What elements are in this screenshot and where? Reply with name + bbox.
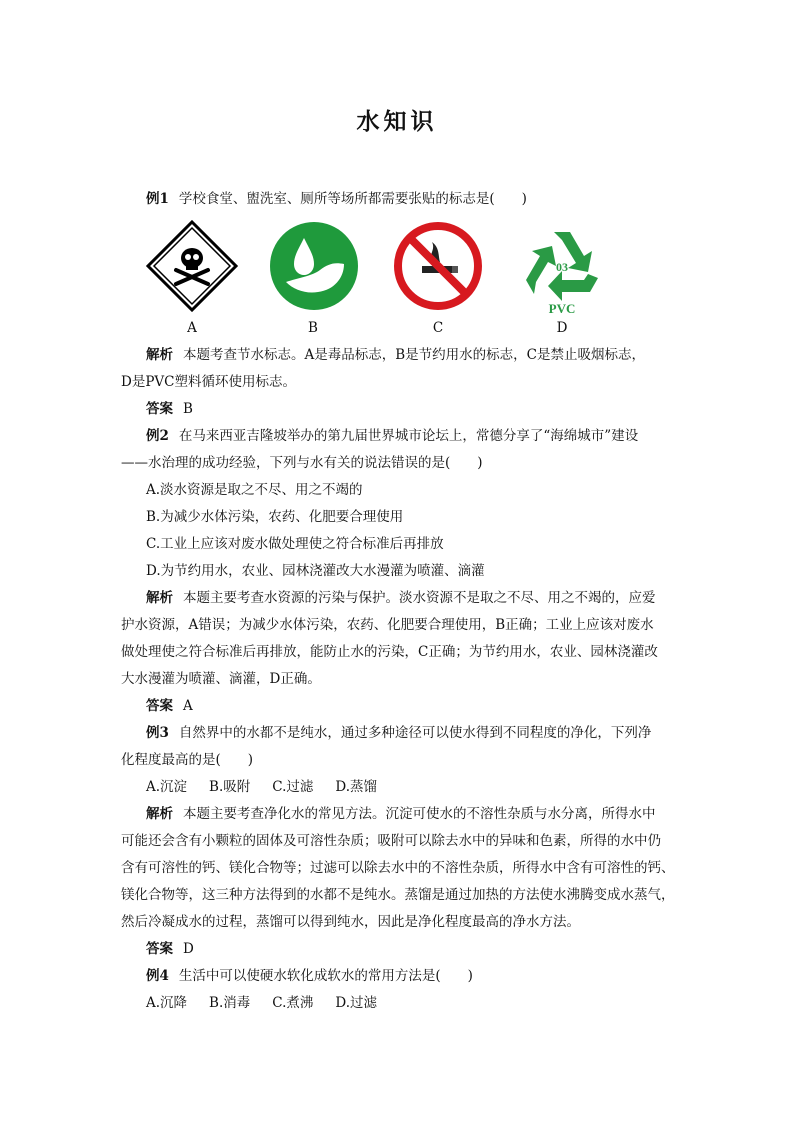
example2-option-c: C.工业上应该对废水做处理使之符合标准后再排放 (146, 536, 444, 552)
sign-a (146, 220, 238, 336)
example3-answer (146, 940, 681, 958)
example2-analysis-label: 解析 (146, 590, 173, 606)
example3-option-a: A.沉淀 (146, 779, 188, 795)
example2-analysis-line4: 大水漫灌为喷灌、滴灌，D正确。 (121, 671, 321, 687)
example2-question-line1 (146, 427, 681, 445)
example2-label: 例2 (146, 428, 169, 444)
sign-c-letter: C (432, 320, 444, 336)
example3-analysis-line3: 含有可溶性的钙、镁化合物等；过滤可以除去水中的不溶性杂质，所得水中含有可溶性的钙、 (121, 860, 675, 876)
example2-option-b: B.为减少水体污染，农药、化肥要合理使用 (146, 509, 404, 525)
example3-analysis-line1 (146, 805, 681, 823)
example3-analysis-line2: 可能还会含有小颗粒的固体及可溶性杂质；吸附可以除去水中的异味和色素，所得的水中仍 (121, 833, 661, 849)
water-saving-icon (268, 220, 360, 312)
example1-question (146, 190, 681, 208)
example2-analysis-line3: 做处理使之符合标准后再排放，能防止水的污染，C正确；为节约用水，农业、园林浇灌改 (121, 644, 658, 660)
example3-question-text1: 自然界中的水都不是纯水，通过多种途径可以使水得到不同程度的净化，下列净 (178, 725, 652, 741)
sign-a-letter: A (187, 320, 197, 336)
no-smoking-icon (392, 220, 484, 312)
example2-question-text1: 在马来西亚吉隆坡举办的第九届世界城市论坛上，常德分享了“海绵城市”建设 (178, 428, 639, 444)
example2-analysis-text1: 本题主要考查水资源的污染与保护。淡水资源不是取之不尽、用之不竭的，应爱 (183, 590, 656, 606)
example3-question-line2: 化程度最高的是( ) (121, 752, 254, 768)
example2-option-d: D.为节约用水，农业、园林浇灌改大水漫灌为喷灌、滴灌 (146, 563, 485, 579)
example1-answer (146, 400, 681, 418)
recycle-number: 03 (556, 260, 568, 274)
example1-analysis-label: 解析 (146, 347, 173, 363)
example1-answer-label: 答案 (146, 401, 173, 417)
example1-analysis-text1: 本题考查节水标志。A是毒品标志，B是节约用水的标志，C是禁止吸烟标志， (183, 347, 645, 363)
example3-option-c: C.过滤 (272, 779, 314, 795)
page-title: 水知识 (356, 108, 438, 135)
example3-analysis-line4: 镁化合物等，这三种方法得到的水都不是纯水。蒸馏是通过加热的方法使水沸腾变成水蒸气， (121, 887, 675, 903)
pvc-recycle-icon (514, 220, 610, 316)
sign-d (514, 220, 610, 336)
example4-option-a: A.沉降 (146, 995, 188, 1011)
example2-analysis-line1 (146, 589, 681, 607)
example4-option-d: D.过滤 (335, 995, 378, 1011)
example3-answer-label: 答案 (146, 941, 173, 957)
example3-answer-value: D (183, 941, 194, 957)
example4-question-text: 生活中可以使硬水软化成软水的常用方法是( ) (178, 968, 473, 984)
recycle-text: PVC (548, 301, 576, 316)
example3-option-d: D.蒸馏 (335, 779, 378, 795)
example1-analysis-line1 (146, 346, 681, 364)
example4-question (146, 967, 681, 985)
example1-signs (146, 220, 616, 340)
example4-options (146, 994, 681, 1012)
example3-label: 例3 (146, 725, 169, 741)
example3-analysis-label: 解析 (146, 806, 173, 822)
example2-option-a: A.淡水资源是取之不尽、用之不竭的 (146, 482, 363, 498)
example3-analysis-line5: 然后冷凝成水的过程，蒸馏可以得到纯水，因此是净化程度最高的净水方法。 (121, 914, 580, 930)
example1-answer-value: B (183, 401, 193, 417)
example3-options (146, 778, 681, 796)
example2-analysis-line2: 护水资源，A错误；为减少水体污染，农药、化肥要合理使用，B正确；工业上应该对废水 (121, 617, 654, 633)
example2-answer-value: A (183, 698, 193, 714)
example2-question-line2: ——水治理的成功经验，下列与水有关的说法错误的是( ) (121, 455, 483, 471)
sign-b-letter: B (308, 320, 318, 336)
example3-question-line1 (146, 724, 681, 742)
example3-option-b: B.吸附 (209, 779, 251, 795)
example4-option-c: C.煮沸 (272, 995, 314, 1011)
example1-analysis-line2: D是PVC塑料循环使用标志。 (121, 374, 296, 390)
sign-c (392, 220, 484, 336)
example4-option-b: B.消毒 (209, 995, 251, 1011)
example2-answer-label: 答案 (146, 698, 173, 714)
example3-analysis-text1: 本题主要考查净化水的常见方法。沉淀可使水的不溶性杂质与水分离，所得水中 (183, 806, 656, 822)
sign-b (268, 220, 360, 336)
example4-label: 例4 (146, 968, 169, 984)
poison-skull-icon (146, 220, 238, 312)
example1-question-text: 学校食堂、盥洗室、厕所等场所都需要张贴的标志是( ) (178, 191, 527, 207)
sign-d-letter: D (556, 320, 568, 336)
example2-answer (146, 697, 681, 715)
example1-label: 例1 (146, 191, 169, 207)
